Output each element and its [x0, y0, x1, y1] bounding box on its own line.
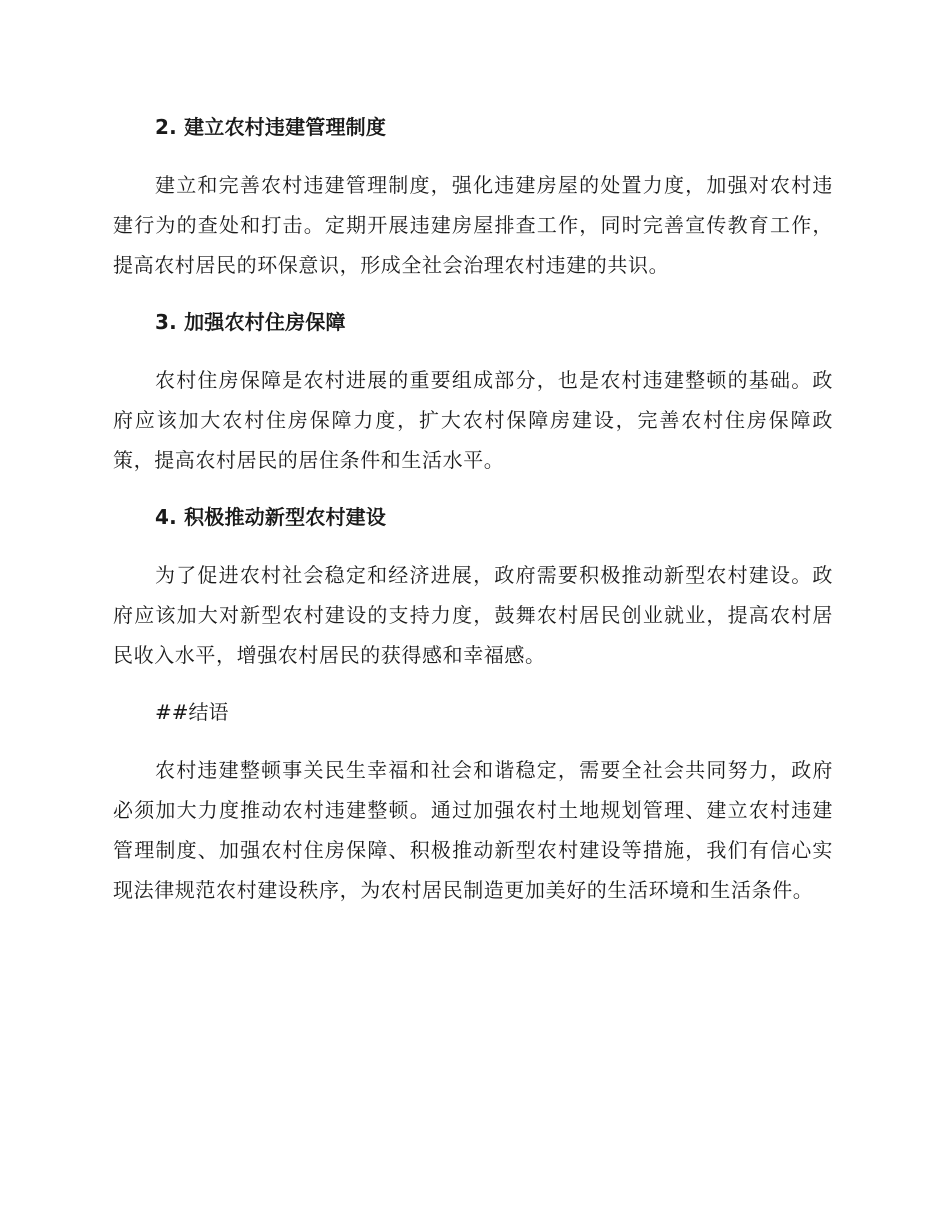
section-2-heading: 2. 建立农村违建管理制度 — [155, 115, 387, 139]
section-3-heading: 3. 加强农村住房保障 — [155, 310, 346, 334]
document-content — [113, 108, 833, 928]
section-2-body: 建立和完善农村违建管理制度，强化违建房屋的处置力度，加强对农村违建行为的查处和打击。定期开展违建房屋排查工作，同时完善宣传教育工作，提高农村居民的环保意识，形成全社会治理农村违建的共识。 — [113, 173, 833, 277]
conclusion-body: 农村违建整顿事关民生幸福和社会和谐稳定，需要全社会共同努力，政府必须加大力度推动农村违建整顿。通过加强农村土地规划管理、建立农村违建管理制度、加强农村住房保障、积极推动新型农村建设等措施，我们有信心实现法律规范农村建设秩序，为农村居民制造更加美好的生活环境和生活条件。 — [113, 758, 833, 902]
section-3-body: 农村住房保障是农村进展的重要组成部分，也是农村违建整顿的基础。政府应该加大农村住房保障力度，扩大农村保障房建设，完善农村住房保障政策，提高农村居民的居住条件和生活水平。 — [113, 368, 833, 472]
section-4-body: 为了促进农村社会稳定和经济进展，政府需要积极推动新型农村建设。政府应该加大对新型农村建设的支持力度，鼓舞农村居民创业就业，提高农村居民收入水平，增强农村居民的获得感和幸福感。 — [113, 563, 833, 667]
conclusion-heading: ##结语 — [155, 700, 229, 724]
section-4-heading: 4. 积极推动新型农村建设 — [155, 505, 387, 529]
